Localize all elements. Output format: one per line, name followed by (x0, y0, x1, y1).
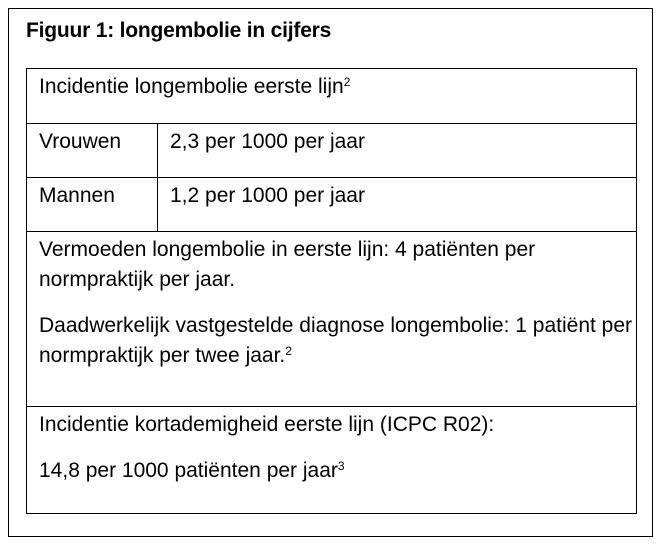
row-label: Mannen (39, 184, 115, 207)
row-label-cell (27, 124, 158, 178)
dyspnea-value-line (39, 456, 636, 486)
suspected-cell (27, 232, 637, 407)
table-row (27, 69, 637, 124)
row-value-cell (158, 178, 637, 232)
table-row (27, 124, 637, 178)
dyspnea-cell (27, 407, 637, 514)
table-row (27, 178, 637, 232)
row-value: 1,2 per 1000 per jaar (170, 184, 365, 207)
confirmed-text: Daadwerkelijk vastgestelde diagnose longembolie: 1 patiënt per normpraktijk per twee jaar. (39, 314, 633, 367)
header-cell (27, 69, 637, 124)
figure-title: Figuur 1: longembolie in cijfers (26, 19, 332, 42)
table-row (27, 232, 637, 407)
dyspnea-footnote: 3 (337, 459, 345, 473)
confirmed-footnote: 2 (285, 344, 292, 358)
dyspnea-value: 14,8 per 1000 patiënten per jaar (39, 459, 338, 482)
row-value-cell (158, 124, 637, 178)
statistics-table (26, 68, 637, 514)
header-text: Incidentie longembolie eerste lijn (39, 75, 344, 98)
header-footnote: 2 (343, 75, 351, 89)
confirmed-paragraph (39, 311, 636, 371)
dyspnea-heading: Incidentie kortademigheid eerste lijn (ICPC R02): (39, 413, 495, 436)
row-label: Vrouwen (39, 130, 122, 153)
row-value: 2,3 per 1000 per jaar (170, 130, 365, 153)
table-row (27, 407, 637, 514)
suspected-paragraph: Vermoeden longembolie in eerste lijn: 4 patiënten per normpraktijk per jaar. (39, 238, 536, 291)
row-label-cell (27, 178, 158, 232)
